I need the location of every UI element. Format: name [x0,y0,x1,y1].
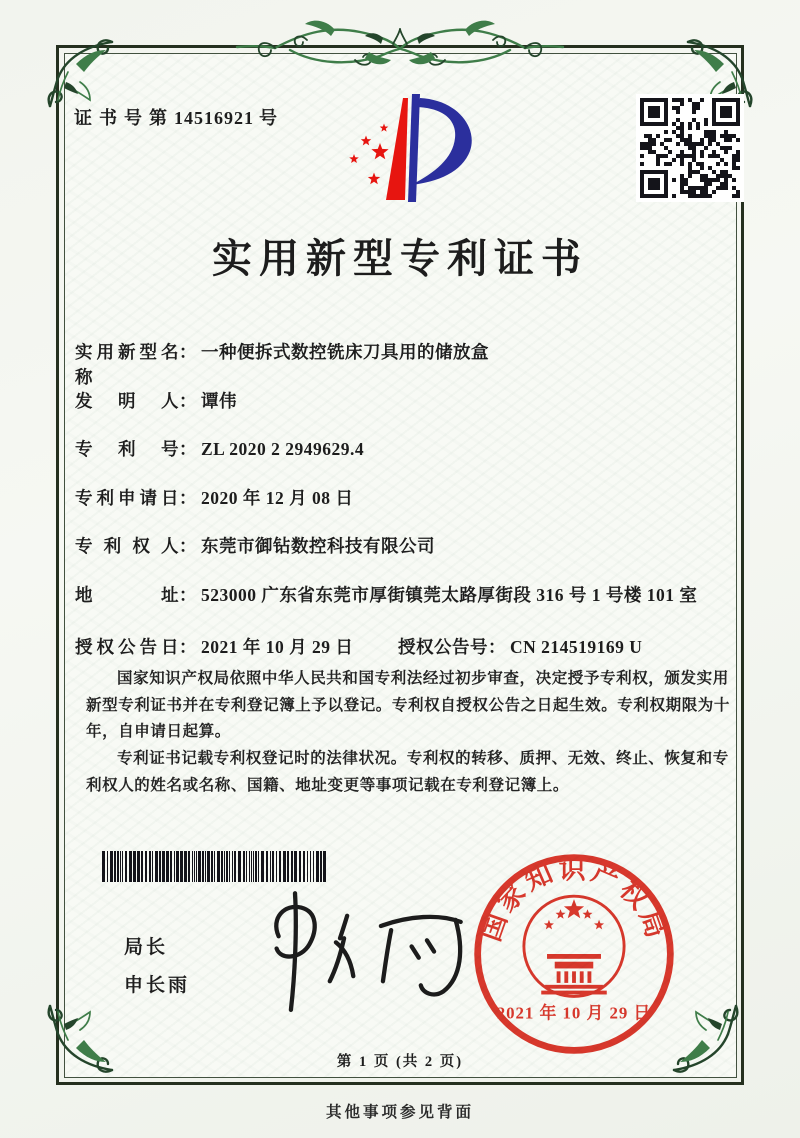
field-colon: ： [179,439,197,459]
cnipa-logo [332,88,482,216]
field-label: 授权公告日 [75,637,179,657]
commissioner-signature [250,876,475,1021]
official-seal [468,848,680,1060]
field-label: 专利号 [75,439,179,459]
field-label: 专利申请日 [75,488,179,508]
seal-national-emblem [524,896,624,996]
commissioner-name: 申长雨 [124,975,191,996]
page-number: 第 1 页 (共 2 页) [336,1054,464,1070]
field-label: 地址 [75,585,179,605]
field-row-inventor [75,389,740,414]
field-row-patent-number [75,437,740,462]
certificate-number-prefix: 证书号第 [74,108,174,128]
field-label: 实用新型名称 [75,342,179,388]
field-colon: ： [179,585,197,605]
page-title: 实用新型专利证书 [212,236,588,281]
top-flourish-ornament [235,14,565,88]
field-label: 发明人 [75,391,179,411]
field-label: 授权公告号 [398,637,488,657]
field-colon: ： [179,488,197,508]
field-colon: ： [179,536,197,556]
field-row-patentee [75,534,740,559]
field-value: 523000 广东省东莞市厚街镇莞太路厚街段 316 号 1 号楼 101 室 [201,585,698,605]
back-side-note: 其他事项参见背面 [325,1104,474,1121]
field-value: 2020 年 12 月 08 日 [201,488,354,508]
field-grant-number-group [398,635,642,660]
seal-date: 2021 年 10 月 29 日 [496,1003,652,1023]
field-label: 专利权人 [75,536,179,556]
legal-paragraph-1: 国家知识产权局依照中华人民共和国专利法经过初步审查，决定授予专利权，颁发实用新型专利证书并在专利登记簿上予以登记。专利权自授权公告之日起生效。专利权期限为十年，自申请日起算。 [86,670,731,741]
certificate-number-value: 14516921 [174,108,254,128]
logo-red-wedge [386,98,408,200]
field-value: 一种便拆式数控铣床刀具用的储放盒 [201,342,489,362]
field-colon: ： [179,391,197,411]
field-value: 2021 年 10 月 29 日 [201,637,354,657]
seal-ring-text: 国家知识产权局 [475,854,673,946]
logo-stars [349,124,388,185]
legal-text [86,666,738,799]
legal-paragraph-2: 专利证书记载专利权登记时的法律状况。专利权的转移、质押、无效、终止、恢复和专利权人的姓名或名称、国籍、地址变更等事项记载在专利登记簿上。 [86,749,729,794]
qr-code [636,94,744,202]
field-colon: ： [179,342,197,362]
field-row-utility-name [75,340,740,391]
field-row-filing-date [75,486,740,511]
field-value: ZL 2020 2 2949629.4 [201,439,365,459]
field-row-address [75,583,740,608]
field-value: 谭伟 [201,391,237,411]
certificate-number [74,104,278,130]
logo-blue-bowl [411,98,472,185]
field-colon: ： [179,637,197,657]
certificate-number-suffix: 号 [259,108,278,128]
field-value: CN 214519169 U [510,637,643,657]
logo-blue-bar [408,94,420,202]
field-row-grant [75,635,740,660]
commissioner-title: 局长 [124,937,169,958]
field-value: 东莞市御钻数控科技有限公司 [201,536,435,556]
corner-ornament-top-left [46,38,118,110]
field-colon: ： [488,637,506,657]
